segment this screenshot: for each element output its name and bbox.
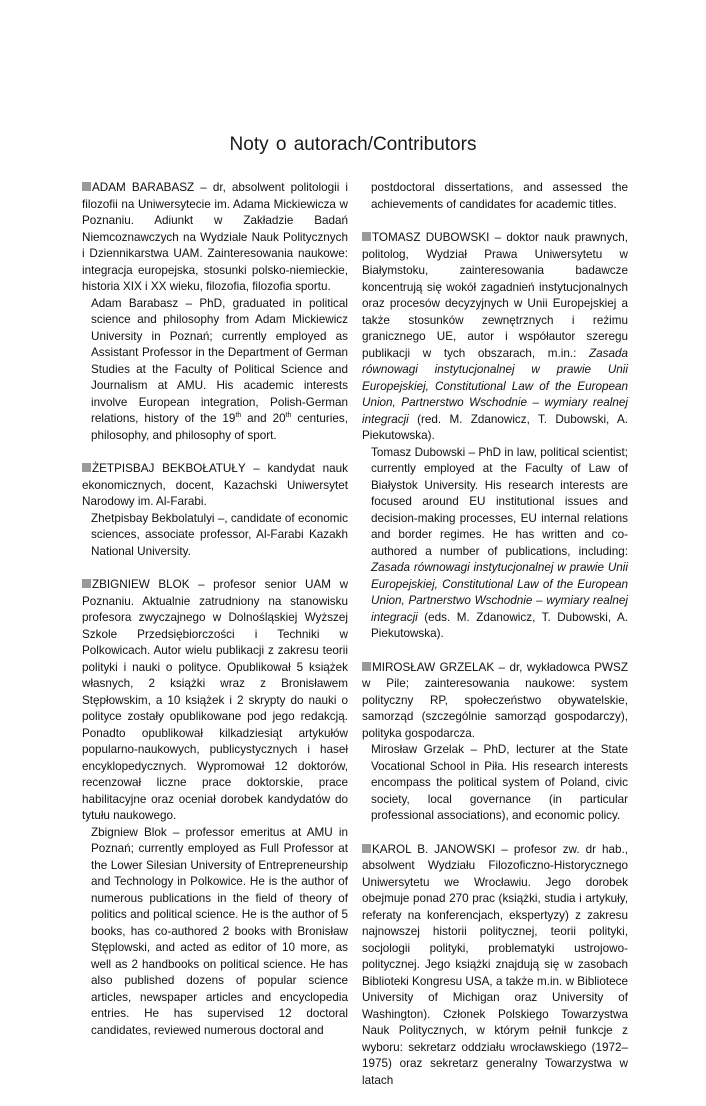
entry-text-en: Mirosław Grzelak – PhD, lecturer at the State Vocational School in Piła. His research interests encompass the political system of Poland, civic society, local governance (in particular professional associations), and economic policy.	[371, 743, 628, 822]
bullet-square-icon	[362, 662, 371, 671]
entry-text-pl: TOMASZ DUBOWSKI – doktor nauk prawnych, politolog, Wydział Prawa Uniwersytetu w Białymstoku, zainteresowania badawcze koncentrują się wokół zagadnień instytucjonalnych oraz procesów decyzyjnych w Unii Europejskiej a także stosunków zewnętrznych i reżimu granicznego UE, autor i współautor szeregu publikacji w tych obszarach, m.in.: Zasada równowagi instytucjonalnej w prawie Unii Europejskiej, Constitutional Law of the European Union, Partnerstwo Wschodnie – wymiary realnej integracji (red. M. Zdanowicz, T. Dubowski, A. Piekutowska).	[362, 231, 628, 442]
contributor-entry-grzelak	[362, 660, 628, 825]
bullet-square-icon	[362, 844, 371, 853]
page-title: Noty o autorach/Contributors	[229, 134, 477, 155]
bullet-square-icon	[362, 232, 371, 241]
entry-text-en: Zhetpisbay Bekbolatulyi –, candidate of economic sciences, associate professor, Al-Farabi Kazakh National University.	[91, 511, 348, 558]
contributor-name: ADAM BARABASZ	[92, 181, 195, 194]
entry-text-pl: KAROL B. JANOWSKI – profesor zw. dr hab., absolwent Wydziału Filozoficzno-Historycznego Uniwersytetu we Wrocławiu. Jego dorobek obejmuje ponad 270 prac (książki, studia i artykuły, referaty na konferencjach, ekspertyzy) z zakresu najnowszej historii politycznej, teorii polityki, socjologii polityki, problematyki ustrojowo-politycznej. Jego książki znajdują się w zasobach Biblioteki Kongresu USA, a także m.in. w Bibliotece University of Michigan oraz University of Washington). Członek Polskiego Towarzystwa Nauk Politycznych, w którym pełnił funkcje z wyboru: sekretarz oddziału wrocławskiego (1972–1975) oraz sekretarz generalny Towarzystwa w latach	[362, 842, 628, 1087]
contributor-entry-blok-continued	[362, 180, 628, 213]
contributor-entry-barabasz	[82, 180, 348, 444]
contributor-entry-bekbolatuly	[82, 461, 348, 560]
contributor-name: TOMASZ DUBOWSKI	[372, 231, 490, 244]
entry-text-pl: ŻETPISBAJ BEKBOŁATUŁY – kandydat nauk ekonomicznych, docent, Kazachski Uniwersytet Narodowy im. Al-Farabi.	[82, 462, 348, 508]
entry-text-en: postdoctoral dissertations, and assessed the achievements of candidates for academic titles.	[371, 181, 628, 211]
entry-text-en: Tomasz Dubowski – PhD in law, political scientist; currently employed at the Faculty of Law of Białystok University. His research interests are focused around EU institutional issues and decision-making processes, EU internal relations and border regimes. He has written and co-authored a number of publications, including: Zasada równowagi instytucjonalnej w prawie Unii Europejskiej, Constitutional Law of the European Union, Partnerstwo Wschodnie – wymiary realnej integracji (eds. M. Zdanowicz, T. Dubowski, A. Piekutowska).	[371, 445, 628, 640]
contributor-entry-dubowski	[362, 230, 628, 643]
entry-text-pl: MIROSŁAW GRZELAK – dr, wykładowca PWSZ w Pile; zainteresowania naukowe: system polityczny RP, społeczeństwo obywatelskie, samorząd (szczególnie samorząd gospodarczy), polityka gospodarcza.	[362, 660, 628, 740]
bullet-square-icon	[82, 463, 91, 472]
entry-text-en: Adam Barabasz – PhD, graduated in political science and philosophy from Adam Mickiewicz University in Poznań; currently employed as Assistant Professor in the Department of German Studies at the Faculty of Political Science and Journalism at AMU. His academic interests involve European integration, Polish-German relations, history of the 19th and 20th centuries, philosophy, and philosophy of sport.	[91, 296, 348, 442]
entry-text-en: Zbigniew Blok – professor emeritus at AMU in Poznań; currently employed as Full Professor at the Lower Silesian University of Entrepreneurship and Technology in Polkowice. He is the author of numerous publications in the field of theory of politics and political science. He is the author of 5 books, has co-authored 2 books with Bronisław Stęplowski, and acted as editor of 10 more, as well as 2 handbooks on political science. He has also published dozens of popular science articles, newspaper articles and encyclopedia entries. He has supervised 12 doctoral candidates, reviewed numerous doctoral and	[91, 825, 348, 1037]
contributor-name: ZBIGNIEW BLOK	[92, 578, 190, 591]
contributor-name: KAROL B. JANOWSKI	[372, 842, 496, 856]
bullet-square-icon	[82, 579, 91, 588]
contributor-name: MIROSŁAW GRZELAK	[372, 660, 495, 674]
bullet-square-icon	[82, 182, 91, 191]
contributor-entry-janowski	[362, 842, 628, 1090]
entry-text-pl: ADAM BARABASZ – dr, absolwent politologii i filozofii na Uniwersytecie im. Adama Mickiewicza w Poznaniu. Adiunkt w Zakładzie Badań Niemcoznawczych na Wydziale Nauk Politycznych i Dziennikarstwa UAM. Zainteresowania naukowe: integracja europejska, stosunki polsko-niemieckie, historia XIX i XX wieku, filozofia, filozofia sportu.	[82, 181, 349, 293]
entry-text-pl: ZBIGNIEW BLOK – profesor senior UAM w Poznaniu. Aktualnie zatrudniony na stanowisku profesora zwyczajnego w Dolnośląskiej Wyższej Szkole Przedsiębiorczości i Techniki w Polkowicach. Autor wielu publikacji z zakresu teorii polityki i nauki o polityce. Opublikował 5 książek własnych, 2 książki wraz z Bronisławem Stępłowskim, a 10 książek i 2 skrypty do nauki o polityce zostały opublikowane pod jego redakcją. Ponadto opublikował kilkadziesiąt artykułów popularno-naukowych, publicystycznych i haseł encyklopedycznych. Wypromował 12 doktorów, recenzował liczne prace doktorskie, prace habilitacyjne oraz oceniał dorobek kandydatów do tytułu naukowego.	[82, 578, 349, 822]
contributor-name: ŻETPISBAJ BEKBOŁATUŁY	[92, 462, 246, 475]
right-column	[362, 180, 628, 1106]
contributor-entry-blok	[82, 577, 348, 1039]
left-column	[82, 180, 348, 1056]
